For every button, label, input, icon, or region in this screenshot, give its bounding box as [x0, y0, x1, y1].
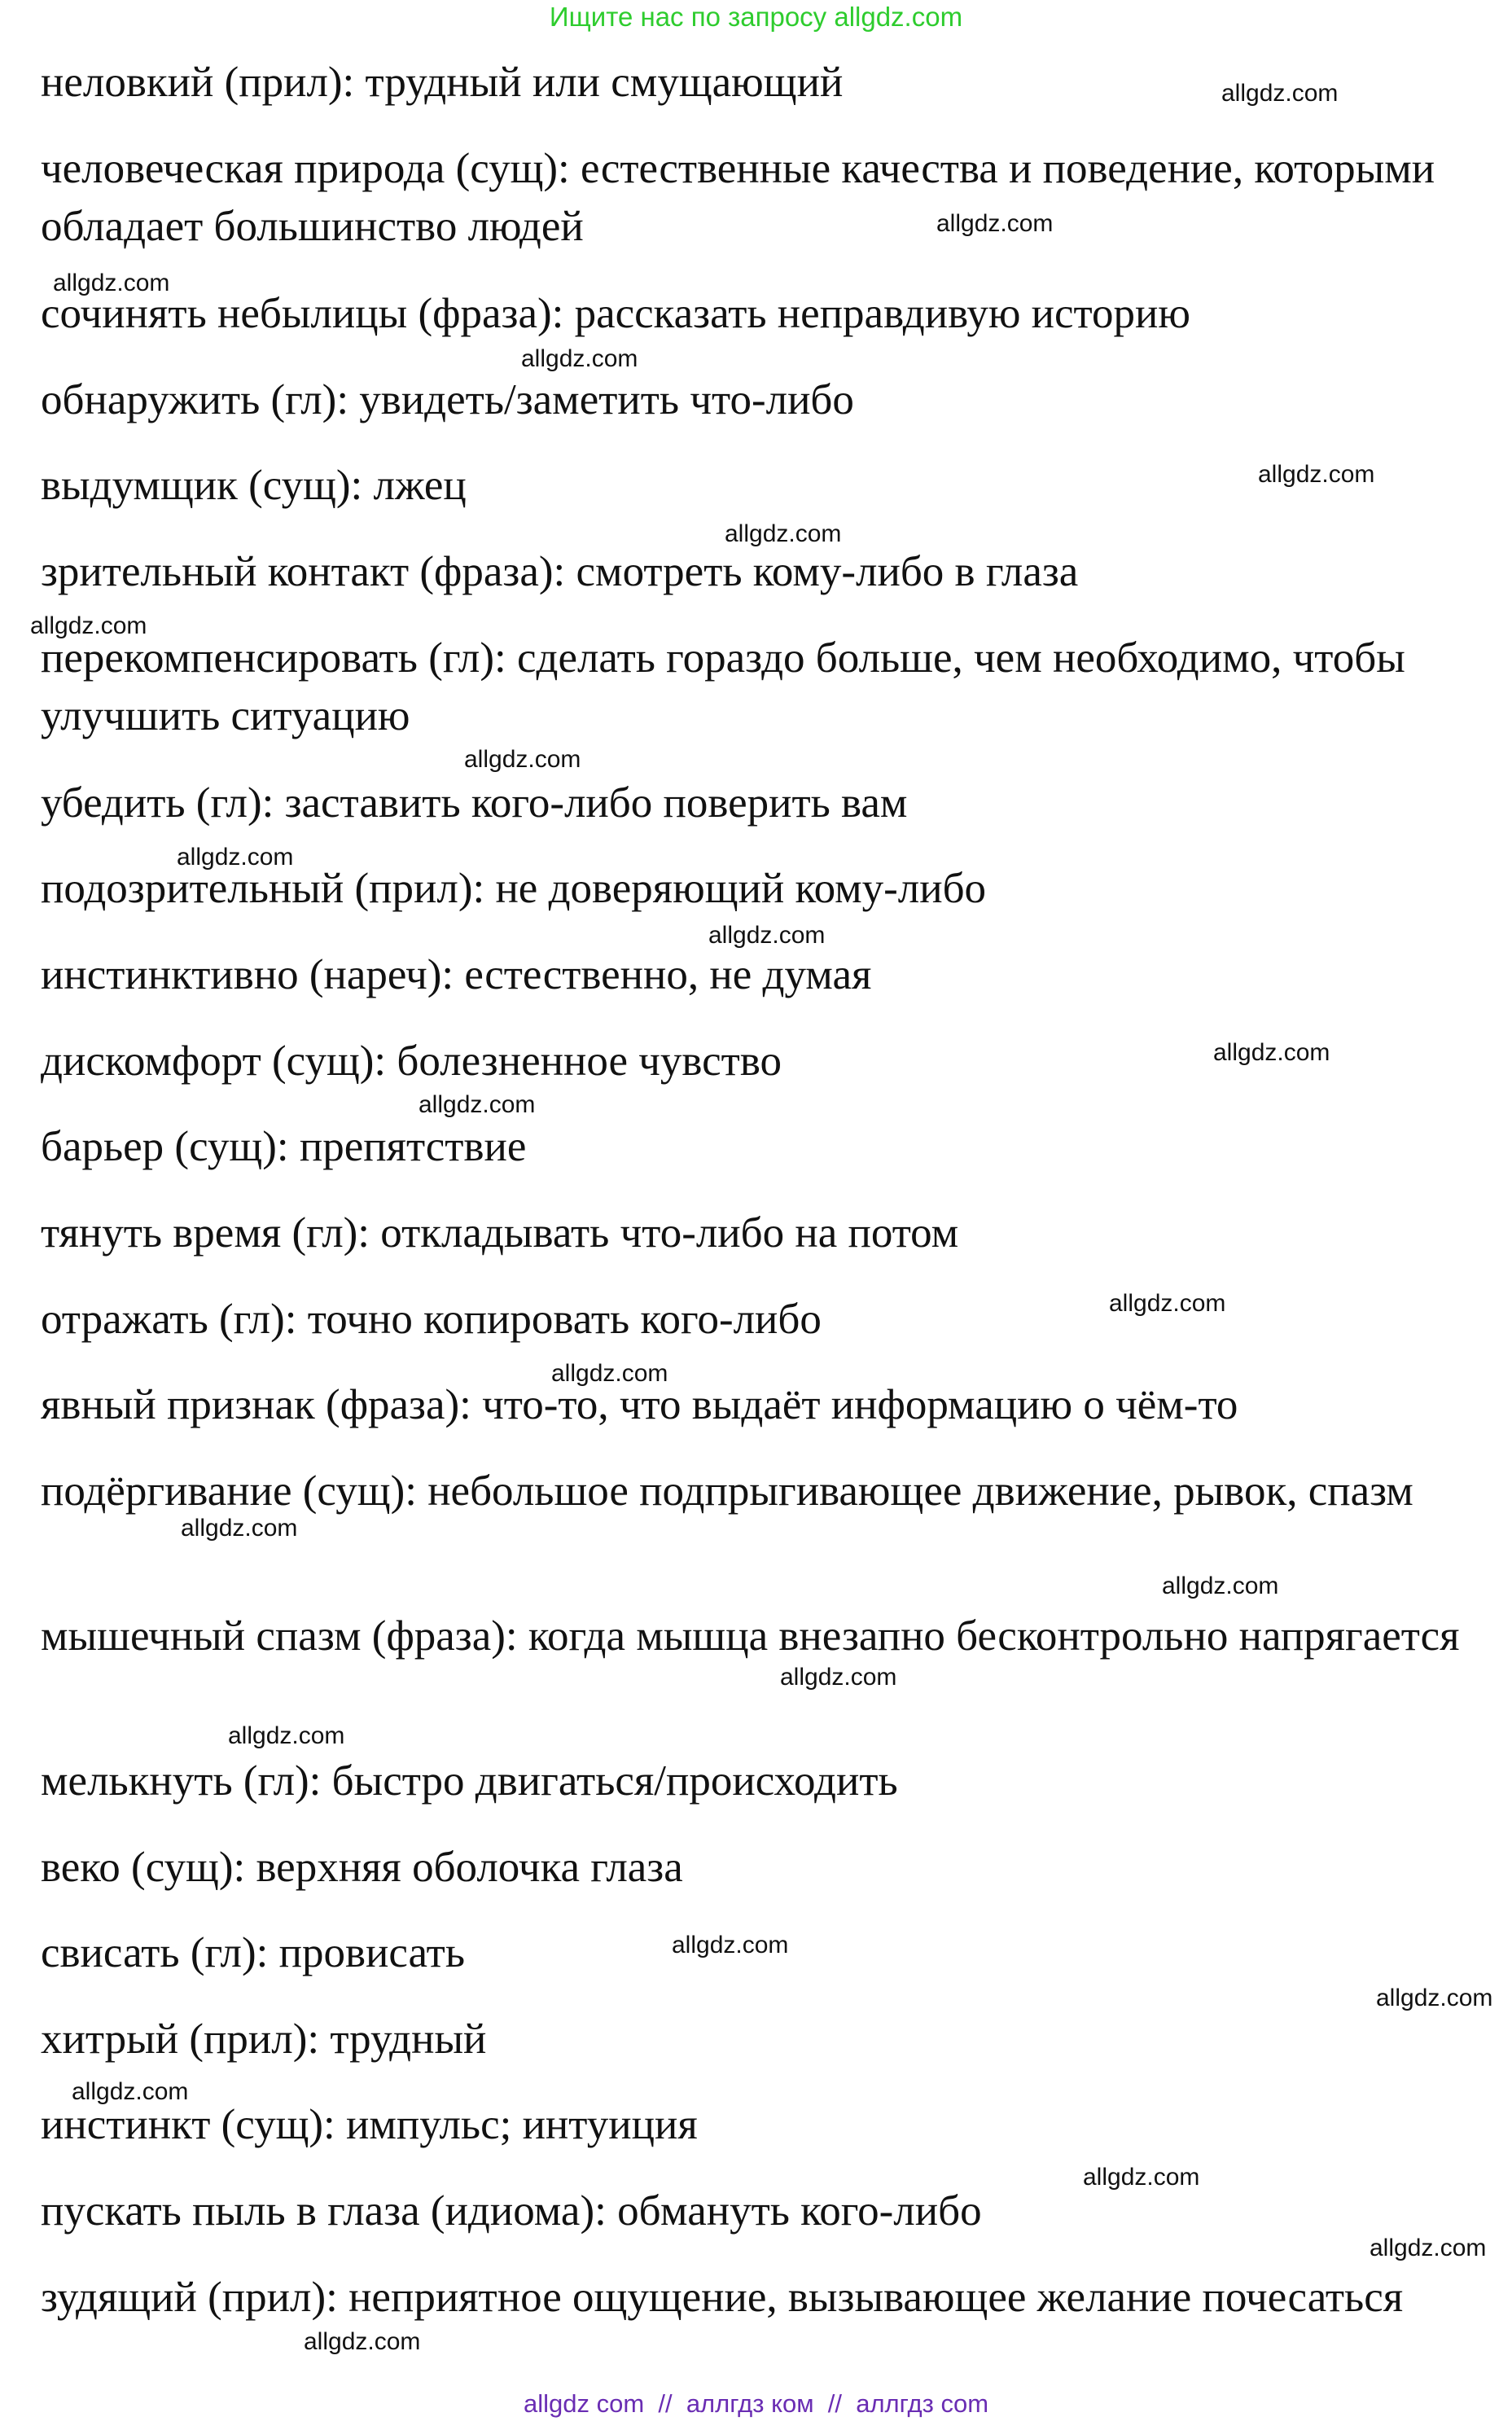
glossary-entry: пускать пыль в глаза (идиома): обмануть кого-либо [41, 2187, 982, 2235]
watermark: allgdz.com [672, 1932, 789, 1958]
watermark: allgdz.com [228, 1722, 345, 1749]
glossary-entry: хитрый (прил): трудный [41, 2015, 487, 2063]
watermark: allgdz.com [1109, 1290, 1226, 1317]
watermark: allgdz.com [551, 1360, 668, 1387]
glossary-entry: тянуть время (гл): откладывать что-либо на потом [41, 1209, 959, 1257]
watermark: allgdz.com [181, 1515, 298, 1542]
glossary-entry: человеческая природа (сущ): естественные качества и поведение, которыми обладает большинство людей [41, 145, 1435, 250]
glossary-entry: убедить (гл): заставить кого-либо поверить вам [41, 779, 908, 827]
watermark: allgdz.com [780, 1664, 897, 1691]
watermark: allgdz.com [936, 210, 1054, 237]
glossary-entry: зудящий (прил): неприятное ощущение, вызывающее желание почесаться [41, 2274, 1404, 2321]
glossary-entry: выдумщик (сущ): лжец [41, 462, 467, 509]
watermark: allgdz.com [304, 2328, 421, 2355]
watermark: allgdz.com [1083, 2164, 1200, 2191]
watermark: allgdz.com [419, 1091, 536, 1118]
watermark: allgdz.com [708, 922, 826, 949]
glossary-entry: мелькнуть (гл): быстро двигаться/происходить [41, 1757, 898, 1805]
glossary-entry: неловкий (прил): трудный или смущающий [41, 59, 844, 106]
glossary-entry: инстинктивно (нареч): естественно, не думая [41, 951, 872, 998]
watermark: allgdz.com [177, 844, 294, 871]
glossary-entry: инстинкт (сущ): импульс; интуиция [41, 2101, 698, 2148]
watermark: allgdz.com [725, 520, 842, 547]
watermark: allgdz.com [1221, 80, 1339, 107]
watermark: allgdz.com [464, 746, 581, 773]
glossary-entry: свисать (гл): провисать [41, 1929, 465, 1976]
watermark: allgdz.com [30, 612, 147, 639]
glossary-entry: подёргивание (сущ): небольшое подпрыгивающее движение, рывок, спазм [41, 1467, 1413, 1515]
glossary-entry: обнаружить (гл): увидеть/заметить что-либо [41, 376, 854, 423]
glossary-entry: сочинять небылицы (фраза): рассказать неправдивую историю [41, 290, 1190, 337]
watermark: allgdz.com [521, 345, 638, 372]
watermark: allgdz.com [1162, 1572, 1279, 1599]
glossary-entry: барьер (сущ): препятствие [41, 1123, 527, 1170]
watermark: allgdz.com [72, 2078, 189, 2105]
glossary-entry: веко (сущ): верхняя оболочка глаза [41, 1844, 683, 1891]
watermark: allgdz.com [1376, 1985, 1493, 2011]
glossary-entry: явный признак (фраза): что-то, что выдаёт информацию о чём-то [41, 1381, 1238, 1428]
watermark: allgdz.com [1213, 1039, 1330, 1066]
top-banner: Ищите нас по запросу allgdz.com [549, 2, 963, 32]
footer-links: allgdz com // аллгдз ком // аллгдз com [523, 2389, 989, 2418]
glossary-entry: перекомпенсировать (гл): сделать гораздо больше, чем необходимо, чтобы улучшить ситуацию [41, 634, 1405, 739]
watermark: allgdz.com [1258, 461, 1375, 488]
glossary-entry: подозрительный (прил): не доверяющий кому-либо [41, 865, 987, 912]
glossary-entry: мышечный спазм (фраза): когда мышца внезапно бесконтрольно напрягается [41, 1612, 1460, 1660]
glossary-entry: отражать (гл): точно копировать кого-либо [41, 1296, 822, 1343]
watermark: allgdz.com [1370, 2235, 1487, 2261]
glossary-entry: зрительный контакт (фраза): смотреть кому-либо в глаза [41, 548, 1079, 595]
watermark: allgdz.com [53, 270, 170, 296]
glossary-entry: дискомфорт (сущ): болезненное чувство [41, 1037, 782, 1085]
